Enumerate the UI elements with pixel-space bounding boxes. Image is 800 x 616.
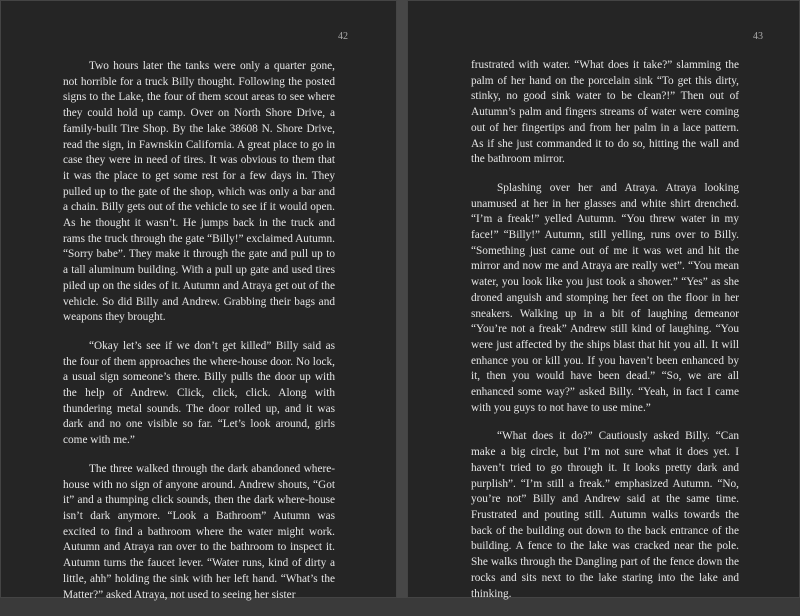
page-text xyxy=(63,59,335,616)
paragraph: “Okay let’s see if we don’t get killed” Billy said as the four of them approaches the where-house door. No lock, a usual sign someone’s there. Billy pulls the door up with the help of Andrew. Click, click, click. Along with thundering metal sounds. The door rolled up, and it was dark and no one visible so far. “Let’s look around, girls come with me.” xyxy=(63,339,335,447)
paragraph: The three walked through the dark abandoned where-house with no sign of anyone around. Andrew shouts, “Got it” and a thumping click sounds, then the dark where-house isn’t dark anymore. “Look a Bathroom” Autumn was excited to find a bathroom where the water might work. Autumn and Atraya ran over to the bathroom to inspect it. Autumn turns the faucet lever. “Water runs, kind of dirty a little, ahh” holding the sink with her left hand. “What’s the Matter?” asked Atraya, not used to seeing her sister xyxy=(63,462,335,601)
left-page xyxy=(0,0,397,601)
page-gutter xyxy=(397,0,407,598)
page-number: 42 xyxy=(338,31,348,42)
right-page xyxy=(407,0,800,598)
page-number: 43 xyxy=(753,31,763,42)
paragraph-continuation: frustrated with water. “What does it take?” slamming the palm of her hand on the porcelain sink “To get this dirty, stinky, no good sink water to be clean?!” Then out of Autumn’s palm and fingers streams of water were coming out of her fingertips and from her palm in a lace pattern. As if she just commanded it to do so, hitting the wall and the bathroom mirror. xyxy=(471,59,739,166)
page-text xyxy=(471,58,739,615)
paragraph: Two hours later the tanks were only a quarter gone, not horrible for a truck Billy thought. Following the posted signs to the Lake, the four of them scout areas to see where they could hold up camp. Over on North Shore Drive, a family-built Tire Shop. By the lake 38608 N. Shore Drive, read the sign, in Fawnskin California. A great place to go in case they were in need of tires. It was obvious to them that it was the place to get some rest for a few days in. They pulled up to the gate of the shop, which was only a bar and a chain. Billy gets out of the vehicle to see if it would open. As he thought it wasn’t. He jumps back in the truck and rams the truck through the gate “Billy!” exclaimed Autumn. “Sorry babe”. They make it through the gate and pull up to a tall aluminum building. With a pull up gate and used tires piled up on the sides of it. Autumn and Atraya get out of the vehicle. So did Billy and Andrew. Grabbing their bags and weapons they brought. xyxy=(63,60,335,324)
paragraph: Splashing over her and Atraya. Atraya looking unamused at her in her glasses and white shirt drenched. “I’m a freak!” yelled Autumn. “You threw water in my face!” “Billy!” Autumn, still yelling, runs over to Billy. “Something just came out of me it was wet and hit the mirror and now me and Atraya are really wet”. “You mean water, you look like you just took a shower.” “Yes” as she droned anguish and stomping her feet on the floor in her sneakers. Walking up in a bit of laughing demeanor “You’re not a freak” Andrew still kind of laughing. “You were just affected by the ships blast that hit you all. It will enhance you or kill you. If you haven’t been enhanced by it, then you would have been dead.” “So, we are all enhanced some way?” asked Billy. “Yeah, in fact I came with you guys to not have to use mine.” xyxy=(471,181,739,414)
paragraph: “What does it do?” Cautiously asked Billy. “Can make a big circle, but I’m not sure what it does yet. I haven’t tried to go through it. It looks pretty dark and purplish”. “I’m still a freak.” emphasized Autumn. “No, you’re not” Billy and Andrew said at the same time. Frustrated and pouting still. Autumn walks towards the back of the building out down to the back entrance of the building. A fence to the lake was cracked near the pole. She walks through the Dangling part of the fence down the rocks and sits next to the lake staring into the lake and thinking. xyxy=(471,430,739,600)
